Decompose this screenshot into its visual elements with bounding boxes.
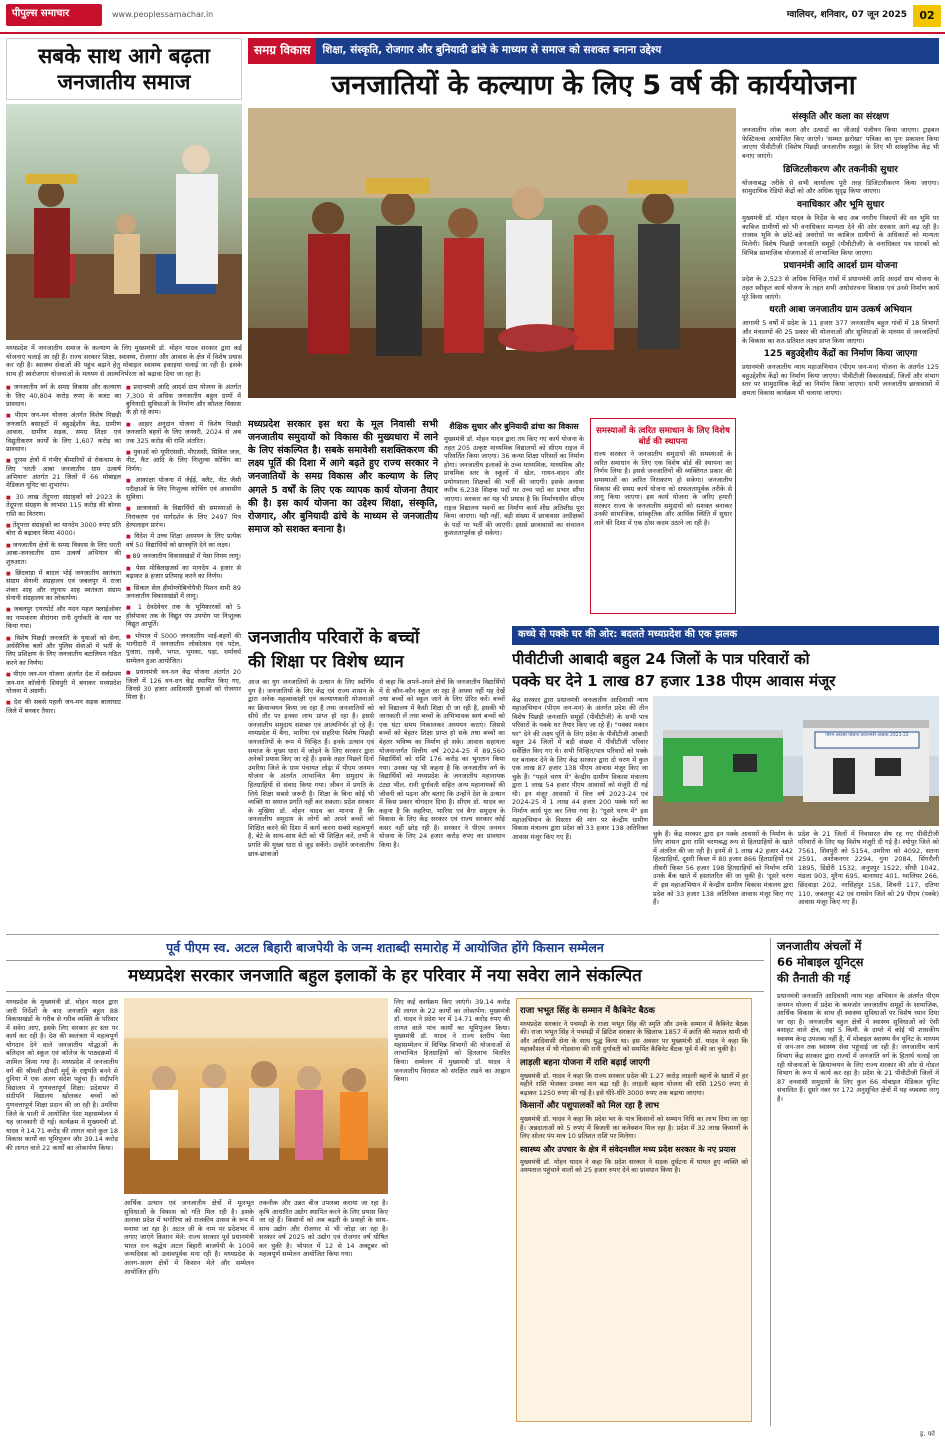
bullet: ■ 30 लाख तेंदूपत्ता संग्राहकों को 2023 के तेंदूपत्ता संग्रहण के लाभांश 115 करोड़ की बोनस राशि का वितरण। bbox=[6, 493, 121, 518]
bullet: ■ पीएम जन-मन योजना अंतर्गत देश में सर्वप्रथम जन-मन कॉलोनी शिवपुरी में बनाकर मध्यप्रदेश योजना में अग्रणी। bbox=[6, 670, 121, 695]
right-section-text: मुख्यमंत्री डॉ. मोहन यादव के निर्देश के बाद अब नगरीय निकायों की वन भूमि पर काबिज ग्रामीणों को भी वनाधिकार मान्यता देने की ओर सरकार आगे बढ़ रही है। राजस्व भूमि के छोटे-बड़े अवरोधों पर काबिज ग्रामीणों के अधिकारों को मान्यता मिलेगी। विशेष पिछड़ी जनजाति समूहों (पीवीटीजी) के वनाधिकार पत्र धारकों को विभिन्न सामाजिक योजनाओं से लाभान्वित किया जाएगा। bbox=[742, 214, 939, 257]
housing-headline-line-2: पक्के घर देने 1 लाख 87 हजार 138 पीएम आवास मंजूर bbox=[512, 671, 836, 690]
top-headline: जनजातियों के कल्याण के लिए 5 वर्ष की कार्ययोजना bbox=[331, 70, 856, 101]
bullet: ■ विदेश में उच्च शिक्षा अध्ययन के लिए प्रत्येक वर्ष 50 विद्यार्थियों को छात्रवृत्ति देने का लक्ष्य। bbox=[126, 532, 241, 549]
bottom-mid bbox=[124, 998, 388, 1422]
top-edu bbox=[444, 418, 584, 614]
left-intro: मध्यप्रदेश में जनजातीय समाज के कल्याण के लिए मुख्यमंत्री डॉ. मोहन यादव सरकार द्वारा कई योजनाएं चलाई जा रही हैं। राज्य सरकार शिक्षा, स्वास्थ्य, रोजगार और आवास के क्षेत्र में विशेष प्रयास कर रही है। स्वास्थ्य सेवाओं की पहुंच बढ़ाने हेतु मोबाइल स्वास्थ्य इकाइयां चलाई जा रही हैं। इसके साथ ही स्वरोजगार योजनाओं के माध्यम से आत्मनिर्भरता को बढ़ावा दिया जा रहा है। bbox=[6, 344, 242, 378]
left-headline bbox=[6, 38, 242, 100]
housing-col-3: प्रदेश के 21 जिलों में निवासरत शेष रह गए पीवीटीजी परिवारों के लिए यह विशेष मंजूरी दी गई है। श्योपुर जिले को 7561, शिवपुरी को 5154, उमरिया को 4092, सतना 2591, अशोकनगर 2294, गुना 2084, सिंगरौली 1895, डिंडोरी 1532, अनूपपुर 1522, सीधी 1042, मंडला 903, मुरैना 695, बालाघाट 401, ग्वालियर 266, छिंदवाड़ा 202, नरसिंहपुर 158, शिवनी 117, दतिया 110, जबलपुर 42 एवं रायसेन जिले को 29 पीएम (पक्के) आवास मंजूर किए गए हैं। bbox=[798, 829, 939, 907]
left-headline-line-2: जनजातीय समाज bbox=[57, 70, 191, 94]
bullet: ■ युवाओं को यूपीएससी, पीएससी, सिविल जज, नीट, कैट आदि के लिए निःशुल्क कोचिंग का निर्णय। bbox=[126, 448, 241, 473]
housing-photo-sign: पीएम आवास योजना प्रधानमंत्री आवास 2021-22 bbox=[825, 732, 909, 738]
bottom-box-text: मुख्यमंत्री डॉ. मोहन यादव ने कहा कि प्रदेश सरकार ने सड़क दुर्घटना में घायल हुए व्यक्ति को अस्पताल पहुंचाने वालों को 25 हजार रुपए देने का प्रावधान किया है। bbox=[520, 1157, 748, 1175]
bottom-body bbox=[6, 998, 764, 1422]
children-col-2: से कहा कि अपने-अपने क्षेत्रों कि जनजातीय विद्यार्थियों में से कौन-कौन स्कूल जा रहा है अथवा नहीं यह देखें तथा बच्चों को स्कूल जाने के लिए प्रेरित करें। बच्चों को विद्यालय में कैसी शिक्षा दी जा रही है, इसकी भी जानकारी लें तथा बच्चों के अभिभावक स्वयं बच्चों को एक घंटा समय निकालकर अध्ययन कराएं। जिससे बच्चों को बेहतर शिक्षा प्राप्त हो सके तथा बच्चों का बेहतर भविष्य का निर्माण हो सके। आवास सहायता योजनान्तर्गत वित्तीय वर्ष 2024-25 में 89,560 विद्यार्थियों को राशि 176 करोड़ का भुगतान किया गया। उनका यह भी कहना है कि जनजातीय वर्ग के विद्यार्थियों को मध्यप्रदेश के जनजातीय महानायक टंट्या भील, रानी दुर्गावती सहित अन्य महानायकों की जीवनी को पढ़ना और बताएं कि उन्होंने देश के उत्थान में किस प्रकार योगदान दिया है। सीएम डॉ. यादव का कहना है कि सहरिया, भारिया एवं बैगा समुदाय के विकास के लिए केंद्र सरकार एवं राज्य सरकार कोई कसर नहीं छोड़ रही है। सरकार ने पीएम जनमन योजना के लिए 24 हजार करोड़ रुपए का प्रावधान किया है। bbox=[379, 678, 505, 849]
bottom-box-head: किसानों और पशुपालकों को मिल रहा है लाभ bbox=[520, 1101, 660, 1112]
footer-credit: इ. फो bbox=[919, 1430, 935, 1438]
bullet: ■ भोपाल में 5000 जनजातीय भाई-बहनों की भागीदारी में जनजातीय लोकोत्सव एवं पटेल, पुजारा, तड़वी, भगत, भूमका, पड़ा, धर्मावर्थ सम्मेलन हुआ आयोजित। bbox=[126, 632, 241, 665]
bottom-box-text: मध्यप्रदेश सरकार ने पचमढ़ी के राजा भभूत सिंह की स्मृति और उनके सम्मान में कैबिनेट बैठक की। राजा भभूत सिंह ने पचमढ़ी में ब्रिटिश सरकार के खिलाफ 1857 में क्रांति की मशाल थामी थी और आदिवासी सेना के साथ युद्ध किया था। इस अवसर पर मुख्यमंत्री डॉ. यादव ने कहा कि महाकौशल में भी गोंडवाना की रानी दुर्गावती को समर्पित कैबिनेट बैठक पूर्व में की जा चुकी है। bbox=[520, 1019, 748, 1054]
page-number: 02 bbox=[913, 5, 941, 27]
housing-col-2: चुके हैं। केंद्र सरकार द्वारा इन पक्के आवासों के निर्माण के लिए शासन द्वारा राशि चरणबद्ध रूप से हितग्राहियों के खाते में अंतरित की जा रही है। इनमें से 1 लाख 42 हजार 442 हितग्राहियों, दूसरी किस्त में 80 हजार 866 हितग्राहियों एवं तीसरी किस्त 56 हजार 198 हितग्राहियों को निर्माण राशि उनके बैंक खाते में हस्तांतरित की जा चुकी है। 'दूसरे चरण में' इस महाअभियान में केन्द्रीय ग्रामीण विकास मंत्रालय द्वारा प्रदेश को 33 हजार 138 अतिरिक्त आवास मंजूर किए गए हैं। bbox=[653, 829, 793, 907]
housing-headline-line-1: पीवीटीजी आबादी बहुल 24 जिलों के पात्र परिवारों को bbox=[512, 649, 810, 668]
bottom-box-head: राजा भभूत सिंह के सम्मान में कैबिनेट बैठक bbox=[520, 1006, 655, 1016]
bottom-story bbox=[6, 938, 764, 1426]
top-lower-row bbox=[248, 418, 736, 614]
right-section-head: वनाधिकार और भूमि सुधार bbox=[796, 199, 885, 210]
housing-body bbox=[512, 696, 939, 931]
right-section-text: प्रदेश के 2,523 से अधिक चिन्हित गांवों में प्रधानमंत्री आदि आदर्श ग्राम योजना के तहत स्वीकृत कार्य योजना के तहत सभी अधोसंरचना विकास एवं उनसे निर्माण कार्य पूरे किया जाएंगे। bbox=[742, 275, 939, 301]
bottom-photo bbox=[124, 998, 388, 1194]
right-section-head: धरती आबा जनजातीय ग्राम उत्कर्ष अभियान bbox=[769, 305, 912, 316]
bottom-box-head: स्वास्थ्य और उपचार के क्षेत्र में संवेदनशील मध्य प्रदेश सरकार के नए प्रयास bbox=[520, 1144, 736, 1154]
housing-photo-art bbox=[653, 696, 939, 826]
right-section-head: प्रधानमंत्री आदि आदर्श ग्राम योजना bbox=[783, 261, 898, 272]
housing-col-1: केंद्र सरकार द्वारा प्रधानमंत्री जनजातीय आदिवासी न्याय महाअभियान (पीएम जन-मन) के अंतर्गत प्रदेश की तीन विशेष पिछड़ी जनजाति समूहों (पीवीटीजी) के सभी पात्र परिवारों के पक्के घर तैयार किए जा रहे हैं। "पक्का मकान घर" देने की लक्ष्य पूर्ति के लिए प्रदेश के पीवीटीजी आबादी बहुल 24 जिलों में बड़ी संख्या में पीवीटीजी परिवार सर्वेक्षित किए गए थे। सभी चिन्हित/पात्र परिवारों को पक्के घर बनाकर देने के लिए केंद्र सरकार द्वारा दो चरण में कुल एक लाख 87 हजार 138 पीएम आवास मंजूर किए जा चुके हैं। "पहले चरण में" केन्द्रीय ग्रामीण विकास मंत्रालय द्वारा 1 लाख 54 हजार पीएम आवासों को मंजूरी दी गई थी। इन मंजूर आवासों में वित्त वर्ष 2023-24 एवं 2024-25 में 1 लाख 44 हजार 200 पक्के घरों का निर्माण कार्य पूरा कर लिया गया है। "दूसरे चरण में" इस महाअभियान के विस्तार की मांग पर केन्द्रीय ग्रामीण विकास मंत्रालय द्वारा प्रदेश को 33 हजार 138 अतिरिक्त आवास मंजूर किए गए हैं। bbox=[512, 695, 648, 841]
left-story bbox=[6, 38, 242, 930]
bullet: ■ आकांक्षा योजना में जेईई, क्लैट, नीट जैसी परीक्षाओं के लिए निःशुल्क कोचिंग एवं आवासीय सुविधा। bbox=[126, 476, 241, 501]
mobile-text: प्रधानमंत्री जनजाति आदिवासी न्याय महा अभियान के अंतर्गत पीएम जनमन योजना में प्रदेश के कमजोर जनजातीय समूहों के सामाजिक, आर्थिक विकास के साथ ही स्वास्थ्य सुविधाओं पर विशेष ध्यान दिया जा रहा है। जनजातीय बहुल क्षेत्रों में स्वास्थ्य सुविधाओं को ऐसी बसाहट वाले क्षेत्र, जहां 5 किमी. के दायरे में कोई भी शासकीय स्वास्थ्य केन्द्र उपलब्ध नहीं है, में मोबाइल स्वास्थ्य वैन यूनिट के माध्यम से जन-जन तक स्वास्थ्य सेवा पहुंचाई जा रही है। जनजातीय कार्य विभाग केंद्र सरकार द्वारा राज्यों में जनजाति वर्ग के हितार्थ चलाई जा रही योजनाओं के क्रियान्वयन के लिए राज्य सरकार की ओर से नोडल विभाग के रूप में कार्य कर रहा है। प्रदेश के 21 पीवीटीजी जिलों में 87 वनवासी समुदायों के लिए कुल 66 मोबाइल मेडिकल यूनिट संचालित हैं। दूसरे नंबर पर 172 अनुसूचित क्षेत्रों में यह व्यवस्था लागू है। bbox=[777, 992, 939, 1103]
masthead bbox=[0, 0, 945, 34]
mobile-story bbox=[770, 938, 939, 1426]
bottom-col-4: लिए कई कार्यक्रम किए जाएंगे। 39.14 करोड़ की लागत के 22 कार्यों का लोकार्पण: मुख्यमंत्री डॉ. यादव ने प्रदेश भर में 14.71 करोड़ रुपए की लागत वाले पांच कार्यों का भूमिपूजन किया। मुख्यमंत्री डॉ. यादव ने राज्य स्तरीय पेसा महासम्मेलन में विभिन्न विभागों की योजनाओं से लाभान्वित हितग्राहियों को हितलाभ वितरित किया। सम्मेलन में मुख्यमंत्री डॉ. यादव ने जनजातीय विरासत को संरक्षित रखने का आह्वान किया। bbox=[394, 998, 510, 1084]
bullet: ■ 1 देवदेवेचर तक के भूमिकारकों को 5 हॉर्सपावर तक के विद्युत पंप उपयोग पर निःशुल्क विद्युत आपूर्ति। bbox=[126, 603, 241, 628]
bottom-col-2: आर्थिक उत्थान एवं जनजातीय क्षेत्रों में मूलभूत सुविधाओं के विकास को गति मिल रही है। इसके अलावा प्रदेश में भगोरिया को राजकीय उत्सव के रूप में मनाया जा रहा है। अटल जी के नाम पर प्रदेशभर में लगाए जाएंगे किसान मेले: राज्य सरकार पूर्व प्रधानमंत्री भारत रत्न श्रद्धेय अटल बिहारी बाजपेयी के 100वें जन्मदिवस को उत्सवपूर्वक मना रही है। मध्यप्रदेश के अलग-अलग क्षेत्रों में किसान मेले और सम्मेलन आयोजित होंगे। bbox=[124, 1199, 254, 1276]
newspaper-logo[interactable]: पीपुल्स समाचार bbox=[6, 4, 102, 26]
bullet: ■ आहार अनुदान योजना में विशेष पिछड़ी जनजाति बहनों के लिए जनवरी, 2024 से अब तक 325 करोड़ की राशि अंतरित। bbox=[126, 420, 241, 445]
housing-right bbox=[653, 696, 939, 931]
housing-story bbox=[512, 626, 939, 930]
bullet: ■ विशेष पिछड़ी जनजाति के युवाओं को सेना, अर्धसैनिक बलों और पुलिस सेवाओं में भर्ती के लिए प्रशिक्षण के लिए जनजातीय बटालियन गठित करने का निर्णय। bbox=[6, 634, 121, 667]
top-edu-head: शैक्षिक सुधार और बुनियादी ढांचा का विकास bbox=[449, 422, 579, 431]
bullet: ■ सिकल सेल हीमोग्लोबिनोपैथी मिशन सभी 89 जनजातीय विकासखंडों में लागू। bbox=[126, 584, 241, 601]
bullet: ■ 89 जनजातीय विकासखंडों में पेसा नियम लागू। bbox=[126, 552, 241, 561]
dateline: ग्वालियर, शनिवार, 07 जून 2025 bbox=[786, 10, 907, 20]
bullet: ■ जनजातीय वर्ग के समग्र विकास और कल्याण के लिए 40,804 करोड़ रुपए के बजट का प्रावधान। bbox=[6, 383, 121, 408]
website-url[interactable]: www.peoplessamachar.in bbox=[112, 10, 214, 19]
children-col-1: आज का युग जनजातियों के उत्थान के लिए स्वर्णिम युग है। जनजातियों के लिए केंद्र एवं राज्य शासन के द्वारा अनेक महत्वाकांक्षी एवं कल्याणकारी योजनाओं का क्रियान्वयन किया जा रहा है तथा जनजातियों को सीधे तौर पर इनका लाभ प्राप्त हो रहा है। इससे जनजातीय समुदाय सशक्त एवं आत्मनिर्भर हो रहे हैं। मध्यप्रदेश में बैगा, भारिया एवं सहरिया विशेष पिछड़ी जनजातियों के रूप में चिन्हित हैं। इनके उत्थान एवं समाज के मुख्य धारा में जोड़ने के लिए सरकार द्वारा अनेकों प्रयास किए जा रहे हैं। इसके तहत पिछले दिनों उमरिया जिले के ग्राम पंचायत लोढ़ा में पीएम जनमन योजना के अंतर्गत लाभान्वित बैगा समुदाय के हितग्राहियों से संवाद किया गया। जीवन में प्रगति के लिये शिक्षा सबसे जरूरी है। शिक्षा के बिना कोई भी व्यक्ति या समाज प्रगति नहीं कर सकता। प्रदेश सरकार के मुखिया डॉ. मोहन यादव का मानना है कि जनजातीय समुदाय के लोगों को अपने बच्चों को शिक्षित करने की दिशा में कार्य करना सबसे महत्वपूर्ण है, बेटे के साथ-साथ बेटी को भी शिक्षित करें, तभी वे प्रगति की मुख्य धारा से जुड़ सकेंगे। उन्होंने जनजातीय छात्र-छात्राओं bbox=[248, 678, 374, 858]
housing-lower-cols bbox=[653, 830, 939, 931]
right-section-head: 125 बहुउद्देशीय केंद्रों का निर्माण किया जाएगा bbox=[763, 349, 918, 360]
bullet: ■ प्रधानमंत्री आदि आदर्श ग्राम योजना के अंतर्गत 7,300 से अधिक जनजातीय बहुल ग्रामों में बुनियादी सुविधाओं के निर्माण और कौशल विकास के हो रहे काम। bbox=[126, 383, 241, 416]
bottom-headline: मध्यप्रदेश सरकार जनजाति बहुल इलाकों के हर परिवार में नया सवेरा लाने संकल्पित bbox=[6, 960, 764, 992]
top-box-head: समस्याओं के त्वरित समाधान के लिए विशेष बोर्ड की स्थापना bbox=[596, 426, 730, 447]
top-box-text: राज्य सरकार ने जनजातीय समुदायों की समस्याओं के त्वरित समाधान के लिए एक विशेष बोर्ड की स्थापना का निर्णय लिया है। इससे जनजातियों की व्यक्तिगत प्रकार की समस्याओं का त्वरित निराकरण हो सकेगा। जनजातीय विकास की समग्र कार्य योजना को सफलतापूर्वक तरीके से लागू किया जाएगा। इस कार्य योजना के जरिए हमारी सरकार राज्य के जनजातीय समुदायों को सशक्त बनाकर उनकी सामाजिक, सांस्कृतिक और आर्थिक स्थिति में सुधार लाने की दिशा में एक ठोस कदम उठाने जा रही है। bbox=[594, 450, 732, 527]
right-section-head: डिजिटलीकरण और तकनीकी सुधार bbox=[783, 164, 898, 175]
bullet: ■ जनजातीय क्षेत्रों के समग्र विकास के लिए धरती आबा-जनजातीय ग्राम उत्कर्ष अभियान की शुरुआत। bbox=[6, 541, 121, 566]
bottom-mid-cols bbox=[124, 1199, 388, 1419]
housing-photo bbox=[653, 696, 939, 826]
bullet: ■ प्रधानमंत्री वन-धन केंद्र योजना अंतर्गत 20 जिलों में 126 वन-धन केंद्र स्थापित किए गए, जिनसे 30 हजार आदिवासी युवाओं को रोजगार मिला है। bbox=[126, 668, 241, 701]
bullet: ■ दूरस्थ क्षेत्रों में गंभीर बीमारियों से रोकथाम के लिए 'धरती आबा जनजातीय ग्राम उत्कर्ष अभियान' अंतर्गत 21 जिलों में 66 मोबाइल मेडिकल यूनिट का शुभारंभ। bbox=[6, 456, 121, 489]
right-col bbox=[742, 108, 939, 586]
top-edu-text: मुख्यमंत्री डॉ. मोहन यादव द्वारा तय किए गए कार्य योजना के तहत 205 उत्कृष्ट माध्यमिक विद्यालयों को सीएम राइज में परिवर्तित किया जाएगा। 36 कन्या शिक्षा परिसरों का निर्माण होगा। जनजातीय इलाकों के उच्च माध्यमिक, माध्यमिक और प्राथमिक स्तर के स्कूलों में खेल, गायन-वादन और प्रयोगशाला शिक्षकों की भर्ती की जाएगी। इसके अलावा करीब 6,238 शिक्षक पदों पर उच्च पदों का प्रभार सौंपा जाएगा। सरकार का यह भी प्रयास है कि निर्माणाधीन सीएम राइज विद्यालय भवनों का निर्माण कार्य शीघ्र अतिशीघ्र पूरा किया जाएगा। यही नहीं, बड़ी संख्या में छात्रावास अधीक्षकों के पदों पर भर्ती की जाएगी। इससे छात्रावासों का संचालन कुशलतापूर्वक हो सकेगा। bbox=[444, 435, 584, 538]
section-divider bbox=[6, 934, 939, 935]
children-headline-line-2: की शिक्षा पर विशेष ध्यान bbox=[248, 652, 404, 672]
left-photo-art bbox=[6, 104, 242, 340]
bullet: ■ पीएम जन-मन योजना अंतर्गत विशेष पिछड़ी जनजाति बसाहटों में बहुउद्देशीय केंद्र, ग्रामीण आवास, ग्रामीण सड़क, समग्र शिक्षा एवं विद्युतीकरण कार्यों के लिए 1,607 करोड़ का प्रावधान। bbox=[6, 411, 121, 453]
top-photo bbox=[248, 108, 736, 398]
left-photo bbox=[6, 104, 242, 340]
bullet: ■ छिंदवाड़ा में बादल भोई जनजातीय स्वतंत्रता संग्राम सेनानी संग्रहालय एवं जबलपुर में राजा शंकर शाह और रघुनाथ शाह स्वतंत्रता संग्राम सेनानी संग्रहालय का लोकार्पण। bbox=[6, 569, 121, 602]
left-headline-line-1: सबके साथ आगे बढ़ता bbox=[38, 44, 210, 68]
bullet: ■ छात्रावासों के विद्यार्थियों की समस्याओं के निराकरण एवं मार्गदर्शन के लिए 2497 मित्र हेल्पलाइन प्रारंभ। bbox=[126, 504, 241, 529]
bullet: ■ जबलपुर एयरपोर्ट और मदन महल फ्लाईओवर का नामकरण वीरांगना रानी दुर्गावती के नाम पर किया गया। bbox=[6, 605, 121, 630]
children-headline-line-1: जनजातीय परिवारों के बच्चों bbox=[248, 628, 420, 648]
top-story bbox=[248, 38, 939, 618]
top-lead: मध्यप्रदेश सरकार इस धरा के मूल निवासी सभी जनजातीय समुदायों को विकास की मुख्यधारा में लाने के लिए संकल्पित है। सबके समावेशी सशक्तिकरण की लक्ष्य पूर्ति की दिशा में आगे बढ़ते हुए राज्य सरकार ने जनजातियों के समग्र विकास और कल्याण के लिए अगले 5 वर्षों के लिए एक व्यापक कार्य योजना तैयार की है। इस कार्य योजना का उद्देश्य शिक्षा, संस्कृति, रोजगार, और बुनियादी ढांचे के माध्यम से जनजातीय समाज को सशक्त बनाना है। bbox=[248, 419, 438, 535]
bottom-col-3: तकनीक और उन्नत बीज उपलब्ध कराया जा रहा है। कृषि आधारित उद्योग स्थापित करने के लिए प्रयास किए जा रहे हैं। किसानों को अब बढ़ती के प्रवाहों के साथ-साथ उद्योग और रोजगार से भी जोड़ा जा रहा है। सरकार वर्ष 2025 को उद्योग एवं रोजगार वर्ष घोषित कर चुकी है। भोपाल में 12 से 14 अक्टूबर को महत्वपूर्ण सम्मेलन आयोजित किया गया। bbox=[259, 1199, 388, 1259]
bottom-box-head: लाड़ली बहना योजना में राशि बढ़ाई जाएगी bbox=[520, 1057, 650, 1068]
left-bullets-col-a bbox=[6, 383, 121, 718]
housing-banner: कच्चे से पक्के घर की ओर: बदलते मध्यप्रदेश की एक झलक bbox=[512, 626, 939, 645]
bottom-box bbox=[516, 998, 752, 1422]
top-strap bbox=[248, 38, 939, 64]
bottom-box-text: मुख्यमंत्री डॉ. यादव ने कहा कि प्रदेश भर के पात्र किसानों को सम्मान निधि का लाभ दिया जा रहा है। अन्नदाताओं को 5 रुपए में बिजली का कनेक्शन मिल रहा है। प्रदेश में 32 लाख किसानों के लिए सोलर पंप मात्र 10 प्रतिशत राशि पर मिलेगा। bbox=[520, 1114, 748, 1141]
bullet: ■ देश की सबसे पहली जन-मन सड़क बालाघाट जिले में बनकर तैयार। bbox=[6, 698, 121, 715]
bullet: ■ तेंदूपत्ता संग्राहकों का मानदेय 3000 रुपए प्रति बोरा से बढ़ाकर किया 4000। bbox=[6, 521, 121, 538]
mobile-headline-line-2: 66 मोबाइल यूनिट्स bbox=[777, 955, 864, 969]
right-section-text: प्रधानमंत्री जनजातीय न्याय महाअभियान (पीएम जन-मन) योजना के अंतर्गत 125 बहुउद्देशीय केंद्रों का निर्माण किया जाएगा। पीवीटीजी विकासखंडों, जिलों और संभाग स्तर पर सामुदायिक केंद्रों का निर्माण किया जाएगा। सभी जनजातीय छात्रावासों में क्षमता विकास कार्यक्रम भी चलाया जाएगा। bbox=[742, 363, 939, 398]
mobile-headline-line-3: की तैनाती की गई bbox=[777, 971, 851, 985]
right-section-text: योजनाबद्ध तरीके से सभी कार्यालय पूरी तरह डिजिटलीकरण किया जाएगा। सामुदायिक रेडियो केंद्रों को और अधिक सुदृढ़ किया जाएगा। bbox=[742, 178, 939, 196]
bullet: ■ पेसा मोबिलाइजर्स का मानदेय 4 हजार से बढ़ाकर 8 हजार प्रतिमाह करने का निर्णय। bbox=[126, 564, 241, 581]
children-story bbox=[248, 626, 506, 930]
bottom-strap: पूर्व पीएम स्व. अटल बिहारी बाजपेयी के जन्म शताब्दी समारोह में आयोजित होंगे किसान सम्मेलन bbox=[166, 940, 604, 955]
bottom-photo-art bbox=[124, 998, 388, 1194]
bottom-col-1: मध्यप्रदेश के मुख्यमंत्री डॉ. मोहन यादव द्वारा जारी निर्देशों के बाद जनजाति बहुल 88 विकासखंडों के गरीब से गरीब व्यक्ति के परिवार में सवेरा आए, इसके लिए सरकार हर स्तर पर कार्य कर रही है। देश की स्वतंत्रता में महत्वपूर्ण योगदान देने वाले जनजातीय योद्धाओं के बलिदान को स्कूल एवं कॉलेज के पाठ्यक्रमों में शामिल किया गया है। मध्यप्रदेश में जनजातीय वर्ग की श्रीमती द्रौपदी मुर्मू के राष्ट्रपति बनने से दुनिया में एक अलग संदेश पहुंचा है। संदीपनि विद्यालय में गुणवत्तापूर्ण शिक्षा: प्रदेशभर में संदीपनि विद्यालय खोलकर बच्चों को गुणवत्तापूर्ण शिक्षा प्रदान की जा रही है। उमरिया जिले के पाली में आयोजित पेसा महासम्मेलन में यह जानकारी दी गई। कार्यक्रम में मुख्यमंत्री डॉ. यादव ने 14.71 करोड़ की लागत वाले कुल 18 विकास कार्यों का भूमिपूजन और 39.14 करोड़ की लागत वाले 22 कार्यों का लोकार्पण किया। bbox=[6, 998, 118, 1152]
top-strap-text: शिक्षा, संस्कृति, रोजगार और बुनियादी ढांचे के माध्यम से समाज को सशक्त बनाना उद्देश्य bbox=[322, 44, 662, 56]
right-section-text: जनजातीय लोक कला और उत्पादों का जीआई पंजीयन किया जाएगा। ट्राइबल फेस्टिवल्स आयोजित किए जाएंगे। 'सम्मत झरोखा' पत्रिका का पुनः प्रकाशन किया जाएगा पीवीटीजी (विशेष पिछड़ी जनजातीय समूह) के लिए भी सांस्कृतिक केंद्र भी बनाए जाएंगे। bbox=[742, 126, 939, 160]
right-section-text: आगामी 5 वर्षों में प्रदेश के 11 हजार 377 जनजातीय बहुल गांवों में 18 विभागों और मंत्रालयों की 25 प्रकार की योजनाओं और सुविधाओं के माध्यम से जनजातियों के विकास का शत-प्रतिशत लक्ष्य प्राप्त किया जाएगा। bbox=[742, 319, 939, 345]
top-kicker: समग्र विकास bbox=[248, 38, 316, 64]
left-bullets-col-b bbox=[126, 383, 241, 718]
bottom-box-text: मुख्यमंत्री डॉ. यादव ने कहा कि राज्य सरकार प्रदेश की 1.27 करोड़ लाड़ली बहनों के खातों में हर महीने राशि भेजकर उनका मान बढ़ा रही है। लाड़ली बहना योजना की राशि 1250 रुपए से बढ़ाकर 1250 रुपए की गई है। इसे धीरे-धीरे 3000 रुपए तक बढ़ाया जाएगा। bbox=[520, 1071, 748, 1097]
top-photo-art bbox=[248, 108, 736, 398]
right-section-head: संस्कृति और कला का संरक्षण bbox=[792, 112, 889, 122]
children-cols bbox=[248, 678, 506, 858]
mobile-headline-line-1: जनजातीय अंचलों में bbox=[777, 939, 862, 953]
top-box bbox=[590, 418, 736, 614]
left-bullets bbox=[6, 383, 242, 718]
